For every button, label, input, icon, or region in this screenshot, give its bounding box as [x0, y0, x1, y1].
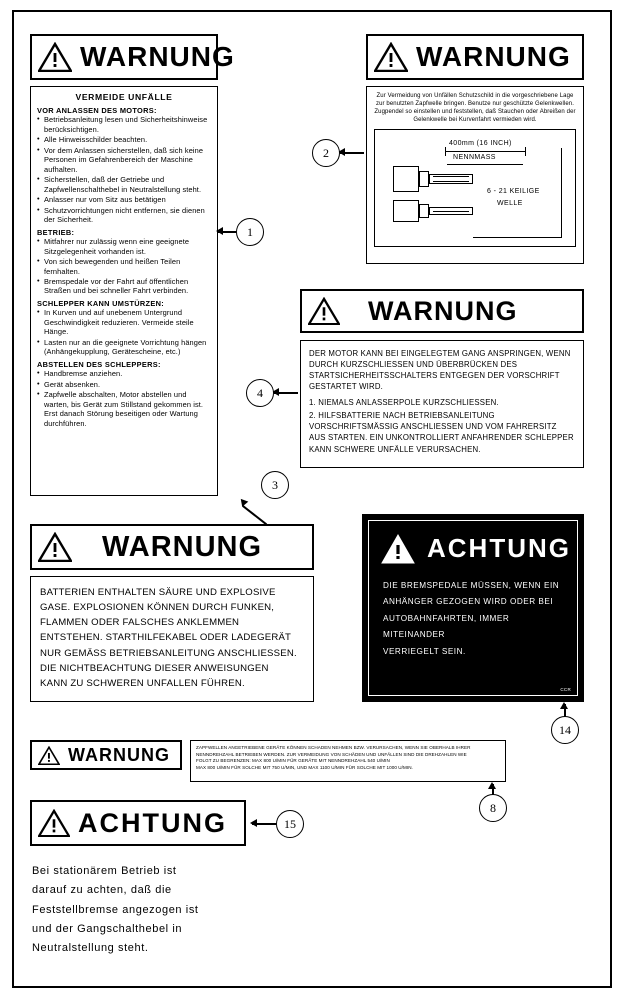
block1-section2-list — [37, 237, 211, 296]
block4-box — [300, 340, 584, 468]
block8-text — [196, 745, 500, 771]
block8-box — [190, 740, 506, 782]
warning-triangle-icon — [308, 297, 340, 325]
achtung-banner-14-text: ACHTUNG — [427, 533, 571, 563]
pto-dim-line — [445, 151, 525, 152]
callout-8 — [479, 794, 507, 822]
list-item: • Handbremse anziehen. — [37, 369, 211, 378]
pto-shaft-line-b — [433, 181, 469, 182]
list-item: • Gerät absenken. — [37, 380, 211, 389]
caption-line: Bei stationärem Betrieb ist — [32, 865, 177, 877]
block15-caption — [32, 862, 262, 958]
block3-box — [30, 576, 314, 702]
block14-line: ANHÄNGER GEZOGEN WIRD ODER BEI — [383, 597, 554, 607]
warning-banner-3 — [30, 524, 314, 570]
warning-triangle-icon — [38, 532, 72, 562]
warning-banner-1 — [30, 34, 235, 80]
pto-dim-tick-right — [525, 147, 526, 156]
pto-shaft-lower-flange — [393, 200, 419, 222]
list-item: • Lasten nur an die geeignete Vorrichtung hängen (Anhängekupplung, Gerätescheine, etc.) — [37, 338, 211, 357]
block2-paragraph: Zur Vermeidung von Unfällen Schutzschild in die vorgeschriebene Lage zur benutzten Zapfwelle bringen. Benutze nur geschützte Gelenkwellen. Zugpendel so einstellen und feststellen, daß Stauchen oder Abreißen der Gelenkwelle bei Kurvenfahrt vermieden wird. — [374, 93, 576, 124]
list-item: • Sicherstellen, daß der Getriebe und Zapfwellenschalthebel in Neutralstellung steht. — [37, 175, 211, 194]
callout-4-label: 4 — [257, 385, 263, 400]
caption-line: Neutralstellung steht. — [32, 942, 149, 954]
block14-line: DIE BREMSPEDALE MÜSSEN, WENN EIN — [383, 581, 560, 590]
callout-14-label: 14 — [559, 722, 571, 737]
list-item: • Schutzvorrichtungen nicht entfernen, sie dienen der Sicherheit. — [37, 206, 211, 225]
achtung-banner-15 — [30, 800, 246, 846]
callout-2 — [312, 139, 340, 167]
leader-arrow-14 — [560, 702, 568, 709]
block1-section1-list — [37, 115, 211, 224]
block3-line: FLAMMEN ODER FALSCHES ANKLEMMEN — [40, 617, 240, 629]
warning-banner-1-text: WARNUNG — [80, 41, 235, 72]
pto-dim-main-label: 400mm (16 INCH) — [449, 140, 512, 148]
warning-triangle-icon — [38, 809, 70, 837]
block3-line: GASE. EXPLOSIONEN KÖNNEN DURCH FUNKEN, — [40, 602, 275, 614]
block8-line: ZAPFWELLEN ANGETRIEBENE GERÄTE KÖNNEN SCHADEN NEHMEN BZW. VERURSACHEN, WENN SIE OBERHALB IHRER — [196, 745, 471, 750]
callout-15 — [276, 810, 304, 838]
list-item: • In Kurven und auf unebenem Untergrund Geschwindigkeit reduzieren. Vermeide steile Hänge. — [37, 308, 211, 336]
warning-banner-8-text: WARNUNG — [68, 745, 170, 765]
caption-line: und der Gangschalthebel in — [32, 922, 183, 935]
pto-shaft-lower-line — [433, 211, 469, 212]
block1-text-box — [30, 86, 218, 496]
block4-item-1: 1. NIEMALS ANLASSERPOLE KURZSCHLIESSEN. — [309, 398, 499, 408]
leader-arrow-15 — [250, 819, 257, 827]
pto-nennmass-label: NENNMASS — [453, 154, 496, 162]
warning-triangle-icon — [381, 534, 415, 564]
pto-shaft-lower-collar — [419, 204, 429, 218]
list-item: • Mitfahrer nur zulässig wenn eine geeignete Sitzgelegenheit vorhanden ist. — [37, 237, 211, 256]
warning-triangle-icon — [38, 42, 72, 72]
block1-heading: VERMEIDE UNFÄLLE — [75, 92, 173, 102]
caption-line: darauf zu achten, daß die — [32, 884, 172, 897]
callout-1 — [236, 218, 264, 246]
list-item: • Zapfwelle abschalten, Motor abstellen und warten, bis Gerät zum Stillstand gekommen ist. Erst danach Störung beseitigen oder Wartung durchführen. — [37, 390, 211, 428]
block4-paragraph: DER MOTOR KANN BEI EINGELEGTEM GANG ANSPRINGEN, WENN DURCH KURZSCHLIESSEN UND ÜBERBRÜCKEN DES STARTSICHERHEITSSCHALTERS ENTGEGEN DER VORSCHRIFT GESTARTET WIRD. — [309, 349, 571, 392]
callout-2-label: 2 — [323, 145, 329, 160]
block1-section4-list — [37, 369, 211, 428]
pto-shaft-flange — [393, 166, 419, 192]
pto-dim-tick-left — [445, 147, 446, 156]
callout-3 — [261, 471, 289, 499]
pto-reference-line — [561, 148, 562, 238]
warning-banner-4 — [300, 289, 584, 333]
block1-section1-title: VOR ANLASSEN DES MOTORS: — [37, 106, 157, 115]
block1-section3-title: SCHLEPPER KANN UMSTÜRZEN: — [37, 298, 164, 308]
block3-text — [40, 585, 304, 691]
callout-3-label: 3 — [272, 477, 278, 492]
block3-line: ENTSTEHEN. STARTHILFEKABEL ODER LADEGERÄT — [40, 632, 292, 644]
leader-arrow-1 — [216, 227, 223, 235]
block14-code: CCR — [560, 687, 571, 692]
callout-15-label: 15 — [284, 816, 296, 831]
callout-8-label: 8 — [490, 800, 496, 815]
achtung-banner-15-text: ACHTUNG — [78, 807, 227, 838]
block8-line: MAX 800 U/MIN FÜR SOLCHE MIT 750 U/MIN, UND MAX 1100 U/MIN FÜR SOLCHE MIT 1000 U/MIN. — [196, 764, 413, 770]
warning-banner-4-text: WARNUNG — [368, 295, 518, 326]
pto-spline-label-2: WELLE — [497, 200, 523, 208]
callout-1-label: 1 — [247, 224, 253, 239]
list-item: • Bremspedale vor der Fahrt auf öffentlichen Straßen und bei schneller Fahrt verbinden. — [37, 277, 211, 296]
block3-line: NUR GEMÄSS BETRIEBSANLEITUNG ANSCHLIESSEN. — [40, 647, 297, 659]
pto-drawing — [374, 129, 576, 247]
block8-line: NENNDREHZAHL BETRIEBEN WERDEN. ZUR VERMEIDUNG VON SCHÄDEN UND UNFÄLLEN SIND DIE DREHZAHLEN WIE — [196, 751, 467, 757]
pto-spline-label-1: 6 - 21 KEILIGE — [487, 188, 540, 196]
warning-triangle-icon — [374, 42, 408, 72]
pto-shaft-collar — [419, 171, 429, 187]
block2-box — [366, 86, 584, 264]
block8-line: FOLGT ZU BEGRENZEN: MAX 800 U/MIN FÜR GERÄTE MIT NENNDREHZAHL 540 U/MIN — [196, 758, 390, 764]
block1-text — [37, 92, 211, 428]
block14-inner — [368, 520, 578, 696]
caption-line: Feststellbremse angezogen ist — [32, 903, 199, 916]
block14-text — [369, 570, 577, 660]
pto-shaft-line-a — [433, 176, 469, 177]
pto-base-line — [473, 237, 561, 238]
block4-item-2: 2. HILFSBATTERIE NACH BETRIEBSANLEITUNG VORSCHRIFTSMÄSSIG ANSCHLIESSEN UND VOM FAHRERSITZ AUS STARTEN. EIN UNKONTROLLIERT ANFAHRENDER SCHLEPPER KANN SCHWERE UNFÄLLE VERURSACHEN. — [309, 411, 574, 454]
block3-line: DIE NICHTBEACHTUNG DIESER ANWEISUNGEN — [40, 662, 269, 674]
block1-section2-title: BETRIEB: — [37, 227, 75, 237]
warning-banner-3-text: WARNUNG — [102, 530, 263, 563]
list-item: • Von sich bewegenden und heißen Teilen fernhalten. — [37, 257, 211, 276]
pto-nennmass-line — [447, 164, 523, 165]
callout-4 — [246, 379, 274, 407]
block1-section4-title: ABSTELLEN DES SCHLEPPERS: — [37, 359, 161, 369]
block3-line: KANN ZU SCHWEREN UNFALLEN FÜHREN. — [40, 677, 245, 689]
callout-14 — [551, 716, 579, 744]
achtung-banner-14 — [369, 521, 577, 570]
warning-banner-8 — [30, 740, 182, 770]
list-item: • Betriebsanleitung lesen und Sicherheitshinweise berücksichtigen. — [37, 115, 211, 134]
warning-triangle-icon — [38, 746, 60, 765]
block1-section3-list — [37, 308, 211, 356]
block14-line: AUTOBAHNFAHRTEN, IMMER MITEINANDER — [383, 613, 510, 640]
block14-line: VERRIEGELT SEIN. — [383, 646, 466, 656]
block14-plate — [362, 514, 584, 702]
leader-arrow-8 — [488, 782, 496, 789]
warning-banner-2-text: WARNUNG — [416, 41, 571, 72]
list-item: • Anlasser nur vom Sitz aus betätigen — [37, 195, 211, 204]
block3-line: BATTERIEN ENTHALTEN SÄURE UND EXPLOSIVE — [40, 587, 276, 598]
warning-banner-2 — [366, 34, 584, 80]
list-item: • Alle Hinweisschilder beachten. — [37, 135, 211, 144]
list-item: • Vor dem Anlassen sicherstellen, daß sich keine Personen im Gefahrenbereich der Maschine aufhalten. — [37, 146, 211, 174]
